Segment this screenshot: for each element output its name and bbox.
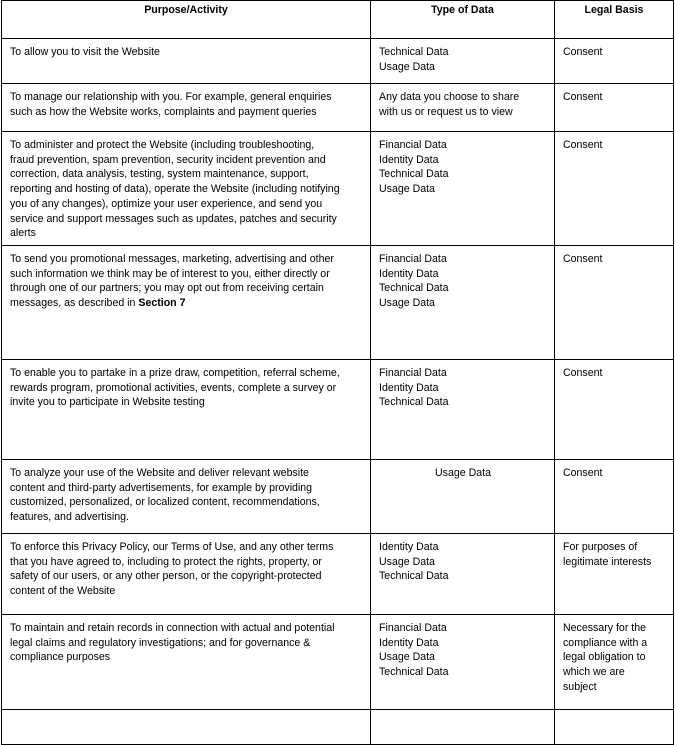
header-type-of-data: Type of Data (371, 1, 555, 39)
data-type-cell-line: Technical Data (379, 666, 449, 679)
legal-basis-cell-line: Consent (563, 253, 603, 265)
legal-basis-cell-line: Necessary for the (563, 622, 647, 634)
data-type-cell-line: Identity Data (379, 636, 439, 649)
data-type-cell-line: Usage Data (379, 183, 435, 196)
legal-basis-cell-line: For purposes of (563, 541, 638, 553)
data-type-cell-line: Technical Data (379, 570, 449, 583)
legal-basis-cell (555, 132, 674, 246)
purpose-cell-line: you of any changes), optimize your user experience, and send you (10, 197, 323, 210)
data-type-cell-line: Technical Data (379, 282, 449, 295)
purpose-cell-line: content of the Website (10, 585, 116, 598)
data-type-cell-line: Identity Data (379, 541, 439, 553)
data-type-cell-line: Identity Data (379, 267, 439, 280)
legal-basis-cell-line: legitimate interests (563, 555, 652, 568)
legal-basis-cell-line: Consent (563, 367, 603, 379)
data-type-cell (371, 460, 555, 534)
table-row (2, 360, 674, 460)
purpose-cell-line: correction, data analysis, testing, system maintenance, support, (10, 168, 309, 181)
table-row (2, 246, 674, 360)
legal-basis-cell-line: Consent (563, 139, 603, 151)
header-row (2, 1, 674, 39)
data-type-cell-line: Financial Data (379, 367, 447, 379)
data-type-cell-line: Technical Data (379, 46, 449, 58)
purpose-cell-line: features, and advertising. (10, 511, 129, 524)
purpose-cell-line: To enforce this Privacy Policy, our Terms of Use, and any other terms (10, 541, 334, 553)
purpose-cell-line: safety of our users, or any other person, or the copyright-protected (10, 570, 322, 583)
purpose-cell-line: such as how the Website works, complaints and payment queries (10, 105, 317, 118)
purpose-cell-line: content and third-party advertisements, for example by providing (10, 481, 313, 494)
data-type-cell-line: Identity Data (379, 153, 439, 166)
privacy-data-table (1, 0, 674, 745)
data-type-cell (371, 39, 555, 84)
purpose-cell-line: To send you promotional messages, marketing, advertising and other (10, 253, 334, 265)
data-type-cell (371, 710, 555, 745)
data-type-cell-line: Technical Data (379, 396, 449, 409)
purpose-cell (2, 84, 371, 132)
purpose-cell (2, 534, 371, 615)
purpose-cell (2, 132, 371, 246)
purpose-cell-line: To enable you to partake in a prize draw, competition, referral scheme, (10, 367, 340, 379)
data-type-cell-line: Usage Data (435, 467, 491, 479)
data-type-cell-line: Usage Data (379, 297, 435, 310)
purpose-cell-line: that you have agreed to, including to protect the rights, property, or (10, 555, 322, 568)
data-type-cell (371, 615, 555, 710)
data-type-cell-line: Financial Data (379, 139, 447, 151)
data-type-cell-line: Financial Data (379, 622, 447, 634)
legal-basis-cell-line: Consent (563, 46, 603, 58)
purpose-cell-line: reporting and hosting of data), operate the Website (including notifying (10, 183, 340, 196)
purpose-cell-line (10, 296, 363, 311)
purpose-cell-line: compliance purposes (10, 651, 111, 664)
legal-basis-cell (555, 534, 674, 615)
data-type-cell-line: Financial Data (379, 253, 447, 265)
purpose-cell-line: To maintain and retain records in connection with actual and potential (10, 622, 335, 634)
legal-basis-cell-line: Consent (563, 91, 603, 103)
legal-basis-cell-line: compliance with a (563, 636, 648, 649)
header-purpose: Purpose/Activity (2, 1, 371, 39)
table-row (2, 132, 674, 246)
purpose-cell-line: To allow you to visit the Website (10, 46, 160, 58)
data-type-cell-line: Any data you choose to share (379, 91, 520, 103)
section-reference: Section 7 (138, 297, 186, 310)
data-type-cell (371, 246, 555, 360)
purpose-cell (2, 460, 371, 534)
table-row (2, 84, 674, 132)
header-legal-basis: Legal Basis (555, 1, 674, 39)
purpose-cell (2, 246, 371, 360)
legal-basis-cell (555, 246, 674, 360)
legal-basis-cell (555, 460, 674, 534)
data-type-cell (371, 132, 555, 246)
data-type-cell-line: with us or request us to view (379, 105, 513, 118)
purpose-cell-line: To manage our relationship with you. For example, general enquiries (10, 91, 332, 103)
purpose-cell-line: invite you to participate in Website testing (10, 396, 205, 409)
data-type-cell-line: Usage Data (379, 651, 435, 664)
purpose-cell-line: To analyze your use of the Website and deliver relevant website (10, 467, 309, 479)
purpose-cell (2, 360, 371, 460)
purpose-cell-line: rewards program, promotional activities, events, complete a survey or (10, 381, 337, 394)
purpose-cell (2, 710, 371, 745)
purpose-text: messages, as described in (10, 297, 139, 310)
legal-basis-cell (555, 615, 674, 710)
data-type-cell-line: Technical Data (379, 168, 449, 181)
table-row (2, 534, 674, 615)
purpose-cell-line: through one of our partners; you may opt out from receiving certain (10, 282, 324, 295)
purpose-cell-line: alerts (10, 227, 36, 240)
purpose-cell (2, 615, 371, 710)
purpose-cell-line: service and support messages such as updates, patches and security (10, 212, 337, 225)
legal-basis-cell (555, 710, 674, 745)
legal-basis-cell-line: which we are (563, 666, 625, 679)
data-type-cell (371, 360, 555, 460)
legal-basis-cell (555, 39, 674, 84)
table-row (2, 39, 674, 84)
legal-basis-cell (555, 84, 674, 132)
purpose-cell-line: To administer and protect the Website (including troubleshooting, (10, 139, 315, 151)
legal-basis-cell-line: subject (563, 680, 597, 693)
data-type-cell (371, 84, 555, 132)
purpose-cell-line: customized, personalized, or localized content, recommendations, (10, 496, 320, 509)
legal-basis-cell (555, 360, 674, 460)
data-type-cell (371, 534, 555, 615)
legal-basis-cell-line: Consent (563, 467, 603, 479)
purpose-cell-line: fraud prevention, spam prevention, security incident prevention and (10, 153, 326, 166)
legal-basis-cell-line: legal obligation to (563, 651, 646, 664)
table-row (2, 710, 674, 745)
table-row (2, 615, 674, 710)
data-type-cell-line: Usage Data (379, 60, 435, 73)
data-type-cell-line: Usage Data (379, 555, 435, 568)
table-row (2, 460, 674, 534)
purpose-cell-line: such information we think may be of interest to you, either directly or (10, 267, 330, 280)
data-type-cell-line: Identity Data (379, 381, 439, 394)
purpose-cell-line: legal claims and regulatory investigations; and for governance & (10, 636, 311, 649)
purpose-cell (2, 39, 371, 84)
